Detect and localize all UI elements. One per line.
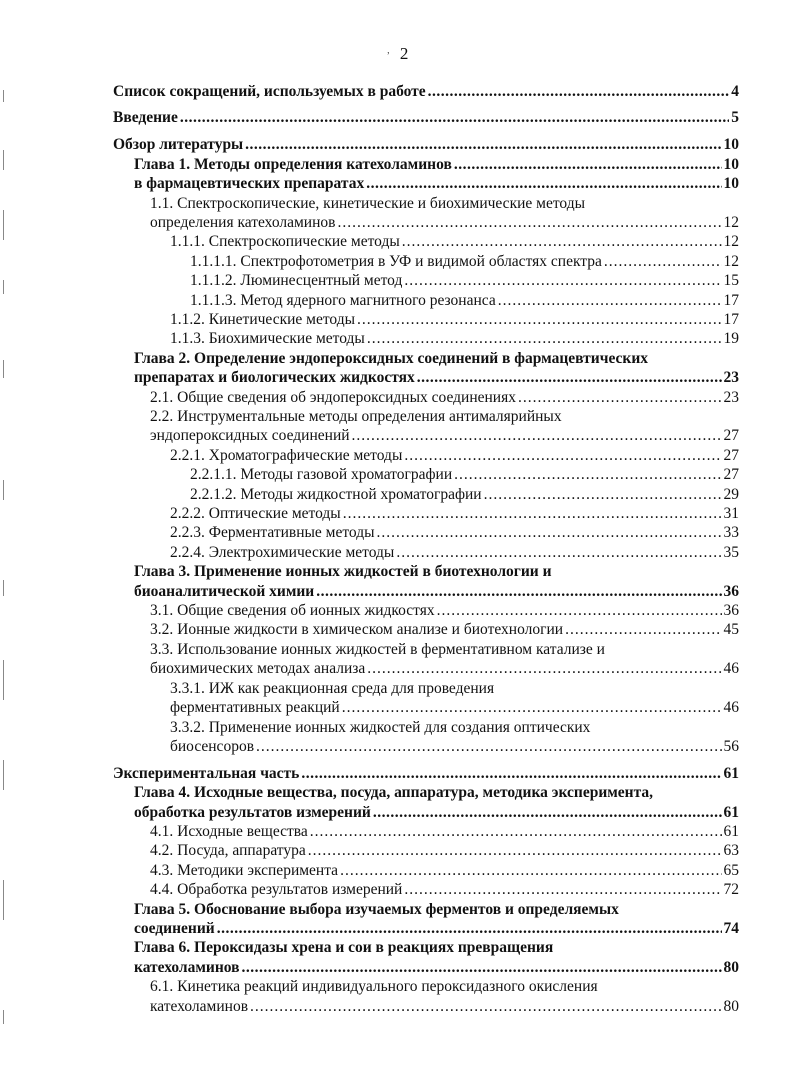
toc-entry <box>113 620 739 639</box>
toc-entry <box>113 446 739 465</box>
toc-entry <box>113 900 739 939</box>
toc-entry-last-line <box>170 504 739 523</box>
toc-entry-last-line <box>190 485 739 504</box>
toc-entry-title: 2.2.1. Хроматографические методы <box>170 446 403 464</box>
toc-entry-title: 1.1.1. Спектроскопические методы <box>170 233 400 251</box>
dot-leader <box>337 213 721 232</box>
toc-entry-page: 31 <box>723 505 739 523</box>
toc-entry-title: 4.3. Методики эксперимента <box>150 861 339 879</box>
toc-entry-last-line <box>134 919 739 938</box>
toc-entry-title: Глава 6. Пероксидазы хрена и сои в реакциях превращения <box>134 939 554 957</box>
toc-entry-page: 10 <box>723 136 739 154</box>
toc-entry-title: Список сокращений, используемых в работе <box>113 82 426 100</box>
toc-entry-page: 23 <box>723 388 739 406</box>
toc-entry-last-line <box>134 803 739 822</box>
page-number-text: 2 <box>399 44 409 63</box>
toc-entry-page: 23 <box>723 369 739 387</box>
toc-entry-title: 1.1.1.3. Метод ядерного магнитного резонанса <box>190 291 496 309</box>
toc-entry <box>113 562 739 601</box>
toc-entry-title: 2.1. Общие сведения об эндопероксидных соединениях <box>150 388 516 406</box>
toc-entry-page: 33 <box>723 524 739 542</box>
toc-entry <box>113 861 739 880</box>
dot-leader <box>217 919 722 938</box>
toc-entry-page: 56 <box>723 737 739 755</box>
toc-entry-title: соединений <box>134 920 215 938</box>
toc-entry-title: катехоламинов <box>134 958 240 976</box>
toc-entry-title: биохимических методах анализа <box>150 660 366 678</box>
toc-entry-title: Глава 2. Определение эндопероксидных соединений в фармацевтических <box>134 349 649 367</box>
toc-entry-last-line <box>150 213 739 232</box>
toc-entry-last-line <box>150 601 739 620</box>
toc-entry-page: 35 <box>723 543 739 561</box>
dot-leader <box>357 310 721 329</box>
toc-entry-last-line <box>113 108 739 127</box>
toc-entry-last-line <box>113 82 739 101</box>
dot-leader <box>428 82 730 101</box>
dot-leader <box>342 698 722 717</box>
dot-leader <box>373 803 722 822</box>
toc-entry-title: 3.3. Использование ионных жидкостей в ферментативном катализе и <box>150 640 605 658</box>
toc-entry <box>113 640 739 679</box>
toc-entry-page: 12 <box>723 233 739 251</box>
toc-entry-last-line <box>150 822 739 841</box>
toc-entry-line <box>150 194 739 213</box>
toc-entry-last-line <box>170 329 739 348</box>
dot-leader <box>437 601 722 620</box>
toc-entry <box>113 523 739 542</box>
toc-entry-last-line <box>170 543 739 562</box>
dot-leader <box>367 659 721 678</box>
toc-entry <box>113 543 739 562</box>
toc-entry-line <box>134 349 739 368</box>
toc-entry <box>113 485 739 504</box>
toc-entry <box>113 252 739 271</box>
toc-entry-page: 36 <box>723 602 739 620</box>
toc-entry-last-line <box>113 764 739 783</box>
toc-entry <box>113 194 739 233</box>
toc-entry-page: 4 <box>731 82 739 100</box>
toc-entry <box>113 407 739 446</box>
toc-entry-page: 17 <box>723 291 739 309</box>
toc-entry <box>113 601 739 620</box>
toc-entry-title: определения катехоламинов <box>150 213 336 231</box>
toc-entry <box>113 310 739 329</box>
toc-entry-last-line <box>150 997 739 1016</box>
toc-entry-last-line <box>190 291 739 310</box>
toc-entry-page: 72 <box>723 881 739 899</box>
toc-entry-line <box>134 783 739 802</box>
dot-leader <box>301 764 721 783</box>
toc-entry-title: 1.1.1.2. Люминесцентный метод <box>190 272 403 290</box>
dot-leader <box>366 174 721 193</box>
toc-entry <box>113 504 739 523</box>
toc-entry-line <box>170 679 739 698</box>
toc-entry-last-line <box>150 861 739 880</box>
toc-entry-title: в фармацевтических препаратах <box>134 175 365 193</box>
toc-entry-title: 1.1.1.1. Спектрофотометрия в УФ и видимой областях спектра <box>190 252 602 270</box>
toc-entry-line <box>134 938 739 957</box>
toc-entry-title: 1.1.3. Биохимические методы <box>170 330 365 348</box>
toc-entry <box>113 822 739 841</box>
toc-entry-last-line <box>134 582 739 601</box>
toc-entry-last-line <box>134 174 739 193</box>
dot-leader <box>498 291 722 310</box>
toc-entry-last-line <box>170 737 739 756</box>
toc-entry <box>113 82 739 101</box>
toc-entry-title: ферментативных реакций <box>170 699 340 717</box>
toc-entry-page: 80 <box>723 997 739 1015</box>
toc-entry <box>113 108 739 127</box>
table-of-contents <box>113 74 739 1016</box>
toc-entry-page: 46 <box>723 699 739 717</box>
toc-entry-title: 2.2.1.2. Методы жидкостной хроматографии <box>190 485 482 503</box>
toc-entry-page: 74 <box>723 920 739 938</box>
dot-leader <box>256 737 721 756</box>
toc-entry-last-line <box>170 446 739 465</box>
toc-entry-title: Глава 5. Обоснование выбора изучаемых ферментов и определяемых <box>134 900 619 918</box>
toc-entry <box>113 135 739 154</box>
toc-entry-last-line <box>170 232 739 251</box>
toc-entry-title: биосенсоров <box>170 737 255 755</box>
toc-entry-page: 45 <box>723 621 739 639</box>
toc-entry-page: 36 <box>723 582 739 600</box>
toc-entry-title: 1.1.2. Кинетические методы <box>170 310 356 328</box>
toc-entry-title: катехоламинов <box>150 997 249 1015</box>
dot-leader <box>180 108 729 127</box>
toc-entry-last-line <box>150 659 739 678</box>
toc-entry-page: 10 <box>723 155 739 173</box>
toc-entry-page: 27 <box>723 446 739 464</box>
dot-leader <box>454 465 721 484</box>
toc-entry-title: обработка результатов измерений <box>134 803 371 821</box>
toc-entry <box>113 938 739 977</box>
page-number <box>0 44 795 64</box>
dot-leader <box>343 504 722 523</box>
toc-entry-page: 61 <box>723 803 739 821</box>
dot-leader <box>367 329 722 348</box>
dot-leader <box>404 880 721 899</box>
dot-leader <box>402 232 722 251</box>
toc-entry-last-line <box>170 698 739 717</box>
toc-entry <box>113 174 739 193</box>
toc-entry-title: Глава 3. Применение ионных жидкостей в биотехнологии и <box>134 563 552 581</box>
toc-entry-last-line <box>150 620 739 639</box>
toc-entry-last-line <box>113 135 739 154</box>
dot-leader <box>250 997 721 1016</box>
dot-leader <box>518 388 722 407</box>
dot-leader <box>396 543 721 562</box>
toc-entry <box>113 388 739 407</box>
toc-entry <box>113 155 739 174</box>
dot-leader <box>454 155 722 174</box>
dot-leader <box>565 620 721 639</box>
toc-entry-page: 17 <box>723 310 739 328</box>
toc-entry-page: 12 <box>723 213 739 231</box>
toc-entry-page: 27 <box>723 427 739 445</box>
toc-entry-last-line <box>150 880 739 899</box>
toc-entry-title: 3.3.1. ИЖ как реакционная среда для проведения <box>170 679 495 697</box>
toc-entry-title: препаратах и биологических жидкостях <box>134 369 415 387</box>
toc-entry-line <box>134 900 739 919</box>
toc-entry-title: 4.2. Посуда, аппаратура <box>150 842 306 860</box>
toc-entry <box>113 329 739 348</box>
toc-entry-last-line <box>150 841 739 860</box>
toc-entry-page: 19 <box>723 330 739 348</box>
toc-entry-title: 6.1. Кинетика реакций индивидуального пероксидазного окисления <box>150 978 598 996</box>
toc-entry-page: 80 <box>723 958 739 976</box>
dot-leader <box>377 523 722 542</box>
toc-entry-line <box>170 718 739 737</box>
toc-entry-last-line <box>150 426 739 445</box>
toc-entry <box>113 291 739 310</box>
toc-entry <box>113 880 739 899</box>
dot-leader <box>245 135 721 154</box>
dot-leader <box>316 582 721 601</box>
toc-entry-page: 61 <box>723 823 739 841</box>
toc-entry-title: 3.1. Общие сведения об ионных жидкостях <box>150 602 435 620</box>
dot-leader <box>484 485 722 504</box>
toc-entry-title: 3.2. Ионные жидкости в химическом анализе и биотехнологии <box>150 621 564 639</box>
toc-entry-page: 10 <box>723 175 739 193</box>
toc-entry <box>113 783 739 822</box>
toc-entry-last-line <box>190 252 739 271</box>
toc-entry <box>113 465 739 484</box>
toc-entry-title: 1.1. Спектроскопические, кинетические и биохимические методы <box>150 194 586 212</box>
toc-entry-title: биоаналитической химии <box>134 582 315 600</box>
toc-entry-title: 4.1. Исходные вещества <box>150 823 308 841</box>
toc-entry-line <box>150 640 739 659</box>
toc-entry-title: Обзор литературы <box>113 136 244 154</box>
toc-entry-title: Экспериментальная часть <box>113 764 300 782</box>
toc-entry-title: 2.2.3. Ферментативные методы <box>170 524 375 542</box>
toc-entry-last-line <box>190 465 739 484</box>
toc-entry-page: 29 <box>723 485 739 503</box>
scan-margin-marks <box>3 60 9 1060</box>
toc-entry-title: Глава 1. Методы определения катехоламинов <box>134 155 452 173</box>
toc-entry-last-line <box>170 310 739 329</box>
dot-leader <box>404 271 721 290</box>
toc-entry-page: 12 <box>723 252 739 270</box>
dot-leader <box>417 368 722 387</box>
toc-entry-page: 27 <box>723 466 739 484</box>
toc-entry-line <box>134 562 739 581</box>
scan-mark: ʼ <box>386 51 390 62</box>
toc-entry-last-line <box>190 271 739 290</box>
dot-leader <box>352 426 722 445</box>
toc-entry-last-line <box>134 368 739 387</box>
dot-leader <box>604 252 722 271</box>
toc-entry-page: 65 <box>723 861 739 879</box>
dot-leader <box>242 958 722 977</box>
toc-entry-last-line <box>134 155 739 174</box>
toc-entry-line <box>150 407 739 426</box>
toc-entry <box>113 349 739 388</box>
toc-entry-page: 46 <box>723 660 739 678</box>
toc-entry-title: 2.2.2. Оптические методы <box>170 505 341 523</box>
dot-leader <box>310 822 722 841</box>
toc-entry <box>113 718 739 757</box>
toc-entry-page: 61 <box>723 764 739 782</box>
toc-entry-last-line <box>150 388 739 407</box>
toc-entry-title: 2.2.4. Электрохимические методы <box>170 543 395 561</box>
dot-leader <box>404 446 721 465</box>
toc-entry-title: 2.2. Инструментальные методы определения антималярийных <box>150 408 562 425</box>
toc-entry-title: 3.3.2. Применение ионных жидкостей для создания оптических <box>170 718 591 736</box>
toc-entry-title: Глава 4. Исходные вещества, посуда, аппаратура, методика эксперимента, <box>134 784 654 802</box>
toc-entry-page: 63 <box>723 842 739 860</box>
toc-entry-title: 4.4. Обработка результатов измерений <box>150 881 403 899</box>
toc-entry <box>113 764 739 783</box>
toc-entry <box>113 841 739 860</box>
toc-entry-title: эндопероксидных соединений <box>150 427 350 445</box>
dot-leader <box>340 861 721 880</box>
toc-entry <box>113 679 739 718</box>
toc-entry-line <box>150 977 739 996</box>
toc-entry <box>113 271 739 290</box>
toc-entry-page: 15 <box>723 272 739 290</box>
toc-entry-page: 5 <box>731 109 739 127</box>
dot-leader <box>308 841 722 860</box>
toc-entry-last-line <box>134 958 739 977</box>
toc-entry <box>113 232 739 251</box>
toc-entry-title: 2.2.1.1. Методы газовой хроматографии <box>190 466 453 484</box>
toc-entry <box>113 977 739 1016</box>
toc-entry-title: Введение <box>113 109 178 127</box>
toc-entry-last-line <box>170 523 739 542</box>
